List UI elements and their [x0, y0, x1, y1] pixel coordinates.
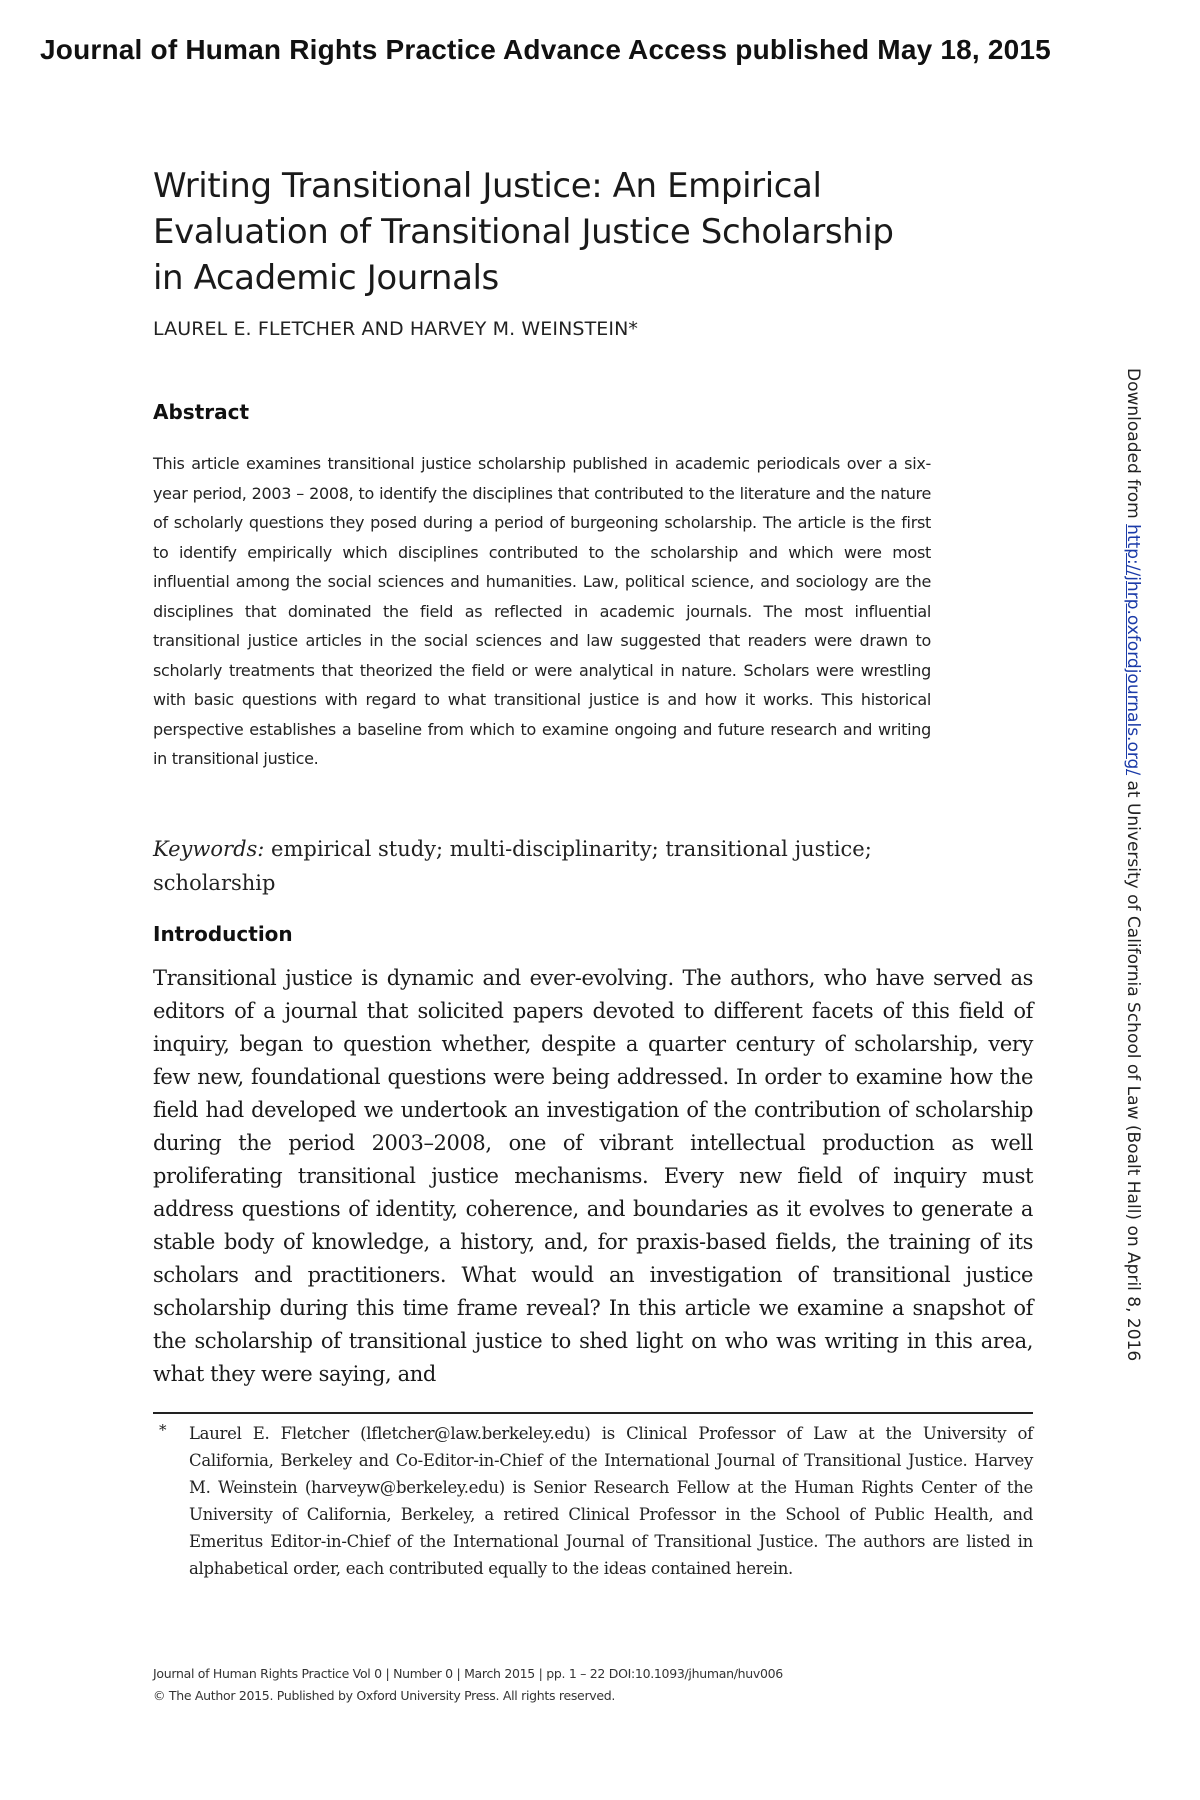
article-authors: LAUREL E. FLETCHER AND HARVEY M. WEINSTEIN*	[153, 318, 638, 340]
footnote-text: Laurel E. Fletcher (lfletcher@law.berkeley.edu) is Clinical Professor of Law at the University of California, Berkeley and Co-Editor-in-Chief of the International Journal of Transitional Justice. Harvey M. Weinstein (harveyw@berkeley.edu) is Senior Research Fellow at the Human Rights Center of the University of California, Berkeley, a retired Clinical Professor in the School of Public Health, and Emeritus Editor-in-Chief of the International Journal of Transitional Justice. The authors are listed in alphabetical order, each contributed equally to the ideas contained herein.	[189, 1424, 1033, 1578]
keywords	[153, 832, 931, 900]
author-footnote	[153, 1420, 1033, 1582]
article-title: Writing Transitional Justice: An Empirical Evaluation of Transitional Justice Scholarship in Academic Journals	[153, 166, 894, 298]
download-side-note	[1123, 368, 1143, 1361]
footnote-mark: *	[159, 1421, 167, 1439]
keywords-label: Keywords:	[153, 837, 265, 861]
introduction-heading: Introduction	[153, 922, 293, 946]
abstract-text: This article examines transitional justice scholarship published in academic periodicals over a six-year period, 2003 – 2008, to identify the disciplines that contributed to the literature and the nature of scholarly questions they posed during a period of burgeoning scholarship. The article is the first to identify empirically which disciplines contributed to the scholarship and which were most influential among the social sciences and humanities. Law, political science, and sociology are the disciplines that dominated the field as reflected in academic journals. The most influential transitional justice articles in the social sciences and law suggested that readers were drawn to scholarly treatments that theorized the field or were analytical in nature. Scholars were wrestling with basic questions with regard to what transitional justice is and how it works. This historical perspective establishes a baseline from which to examine ongoing and future research and writing in transitional justice.	[153, 454, 931, 768]
journal-citation	[153, 1663, 1033, 1707]
advance-access-banner: Journal of Human Rights Practice Advance Access published May 18, 2015	[40, 34, 1051, 65]
citation-line: Journal of Human Rights Practice Vol 0 | Number 0 | March 2015 | pp. 1 – 22 DOI:10.1093/jhuman/huv006	[153, 1666, 783, 1681]
abstract-heading: Abstract	[153, 400, 250, 424]
journal-link[interactable]: http://jhrp.oxfordjournals.org/	[1123, 524, 1143, 776]
keywords-text: empirical study; multi-disciplinarity; transitional justice; scholarship	[153, 837, 872, 895]
copyright-line: © The Author 2015. Published by Oxford University Press. All rights reserved.	[153, 1688, 616, 1703]
introduction-text: Transitional justice is dynamic and ever-evolving. The authors, who have served as editors of a journal that solicited papers devoted to different facets of this field of inquiry, began to question whether, despite a quarter century of scholarship, very few new, foundational questions were being addressed. In order to examine how the field had developed we undertook an investigation of the contribution of scholarship during the period 2003–2008, one of vibrant intellectual production as well proliferating transitional justice mechanisms. Every new field of inquiry must address questions of identity, coherence, and boundaries as it evolves to generate a stable body of knowledge, a history, and, for praxis-based fields, the training of its scholars and practitioners. What would an investigation of transitional justice scholarship during this time frame reveal? In this article we examine a snapshot of the scholarship of transitional justice to shed light on who was writing in this area, what they were saying, and	[153, 966, 1033, 1386]
side-note-prefix: Downloaded from	[1123, 368, 1143, 525]
side-note-suffix: at University of California School of Law (Boalt Hall) on April 8, 2016	[1123, 775, 1143, 1362]
footnote-divider	[153, 1412, 1033, 1414]
